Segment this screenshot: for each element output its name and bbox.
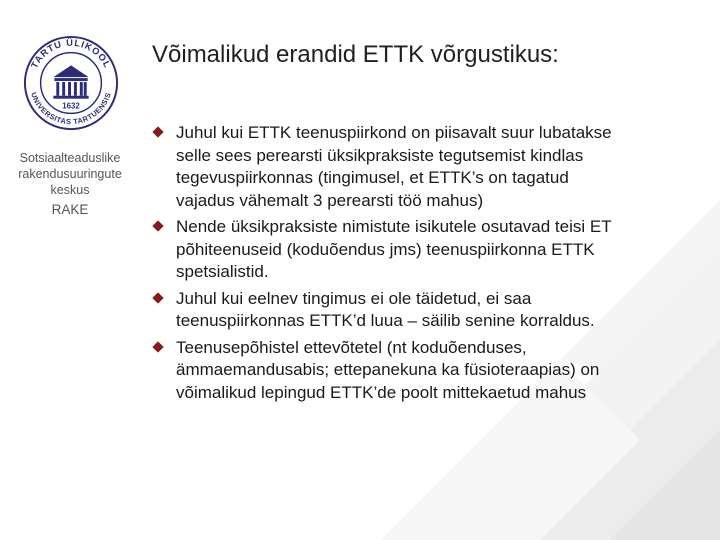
svg-text:TARTU ÜLIKOOL [29,38,113,70]
bullet-line: Juhul kui ETTK teenuspiirkond on piisavalt suur lubatakse [176,123,612,142]
university-seal-icon [22,34,120,132]
bullet-line: selle sees perearsti üksikpraksiste tegutsemist kindlas [176,145,584,165]
bullet-item [146,216,706,284]
seal-year: 1632 [62,101,80,111]
diamond-bullet-icon [152,220,163,231]
unit-name [2,150,138,198]
bullet-item [146,288,706,333]
unit-name-line: keskus [50,183,90,197]
bullet-item [146,337,706,405]
bullet-line: vajadus vähemalt 3 perearsti töö mahus) [176,190,484,210]
diamond-bullet-icon [152,292,163,303]
unit-abbreviation: RAKE [51,202,89,217]
bullet-line: põhiteenuseid (koduõendus jms) teenuspiirkonna ETTK [176,239,595,259]
bullet-line: Nende üksikpraksiste nimistute isikutele osutavad teisi ET [176,217,612,236]
diamond-bullet-icon [152,341,163,352]
bullet-item [146,122,706,212]
bullet-line: spetsialistid. [176,262,269,281]
bullet-line: ämmaemandusabis; ettepanekuna ka füsioteraapias) on [176,360,600,379]
bullet-line: Juhul kui eelnev tingimus ei ole täidetud, ei saa [176,288,532,308]
bullet-line: Teenusepõhistel ettevõtetel (nt koduõenduses, [176,337,527,357]
bullet-list [146,122,706,408]
bullet-line: tegevuspiirkonnas (tingimusel, et ETTK’s on tagatud [176,168,569,187]
unit-name-line: Sotsiaalteaduslike [19,151,121,165]
slide-title: Võimalikud erandid ETTK võrgustikus: [152,41,559,68]
bullet-line: võimalikud lepingud ETTK’de poolt mittekaetud mahus [176,382,587,402]
diamond-bullet-icon [152,126,163,137]
seal-text-bottom: UNIVERSITAS TARTUENSIS [29,91,113,127]
bullet-line: teenuspiirkonnas ETTK’d luua – säilib senine korraldus. [176,311,595,330]
seal-text-top: TARTU ÜLIKOOL [29,37,113,70]
unit-name-line: rakendusuuringute [18,167,122,181]
